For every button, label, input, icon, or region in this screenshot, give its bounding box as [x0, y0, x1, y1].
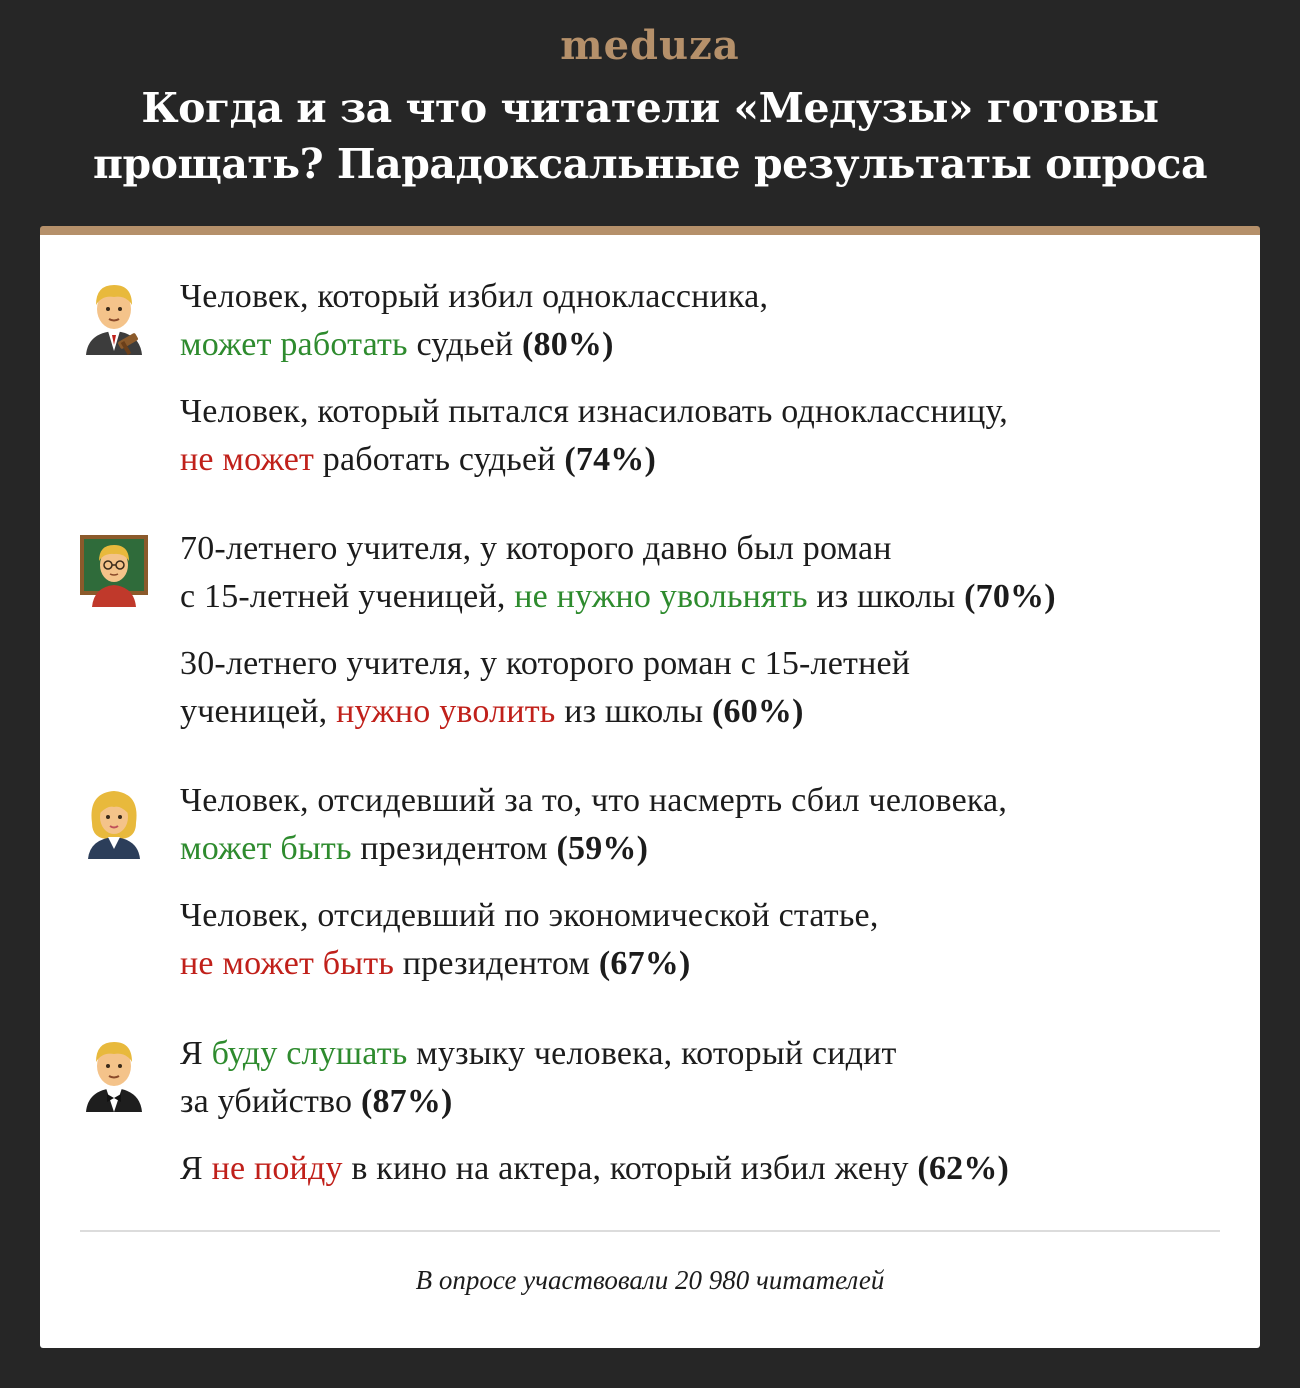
statement-text: в кино на актера, который избил жену — [342, 1150, 918, 1187]
percent-value: (62%) — [917, 1150, 1010, 1187]
statement-text: Я — [180, 1035, 212, 1072]
highlight-negative: не пойду — [211, 1150, 343, 1187]
statement-line: Человек, который избил одноклассника, — [180, 278, 769, 315]
page-title — [30, 80, 1270, 192]
percent-value: (80%) — [521, 326, 614, 363]
statement-line — [180, 1145, 1240, 1193]
statement-line: 70-летнего учителя, у которого давно был роман — [180, 530, 892, 567]
statement-president-economic — [180, 892, 1240, 988]
man-in-tuxedo-emoji-icon — [80, 1036, 148, 1112]
highlight-positive: может быть — [180, 830, 352, 867]
teacher-emoji-icon — [80, 531, 148, 607]
highlight-positive: не нужно увольнять — [514, 578, 808, 615]
statement-line: Человек, отсидевший за то, что насмерть сбил человека, — [180, 782, 1008, 819]
statement-line — [180, 1030, 1240, 1078]
office-worker-woman-emoji-icon — [80, 783, 148, 859]
statement-line: 30-летнего учителя, у которого роман с 15-летней — [180, 645, 911, 682]
percent-value: (87%) — [360, 1083, 453, 1120]
statement-line — [180, 825, 1240, 873]
highlight-negative: не может — [180, 441, 315, 478]
title-line-1: Когда и за что читатели «Медузы» готовы — [141, 84, 1159, 132]
highlight-positive: может работать — [180, 326, 408, 363]
judge-emoji-icon — [80, 279, 148, 355]
statement-teacher-young — [180, 640, 1240, 736]
statement-line — [180, 688, 1240, 736]
statement-teacher-old — [180, 525, 1240, 621]
divider — [80, 1230, 1220, 1232]
meduza-logo: meduza — [560, 22, 740, 69]
statement-line: Человек, который пытался изнасиловать одноклассницу, — [180, 393, 1009, 430]
percent-value: (60%) — [711, 693, 804, 730]
statement-music — [180, 1030, 1240, 1126]
statement-text: судьей — [407, 326, 522, 363]
highlight-positive: буду слушать — [211, 1035, 408, 1072]
statement-text: работать судьей — [314, 441, 565, 478]
title-line-2: прощать? Парадоксальные результаты опроса — [92, 140, 1208, 188]
statement-line — [180, 321, 1240, 369]
statement-text: Я — [180, 1150, 212, 1187]
percent-value: (59%) — [556, 830, 649, 867]
statement-line — [180, 1078, 1240, 1126]
statement-text: президентом — [394, 945, 599, 982]
survey-card — [40, 226, 1260, 1348]
statement-cinema — [180, 1145, 1240, 1193]
statement-judge-assault — [180, 388, 1240, 484]
highlight-negative: не может быть — [180, 945, 395, 982]
statement-text: ученицей, — [180, 693, 337, 730]
percent-value: (70%) — [964, 578, 1056, 615]
statement-line — [180, 436, 1240, 484]
footnote: В опросе участвовали 20 980 читателей — [415, 1265, 885, 1295]
statement-line — [180, 573, 1240, 621]
percent-value: (67%) — [598, 945, 691, 982]
statement-line — [180, 940, 1240, 988]
statement-line: Человек, отсидевший по экономической статье, — [180, 897, 879, 934]
statement-text: из школы — [807, 578, 965, 615]
statement-judge-beat — [180, 273, 1240, 369]
statement-text: музыку человека, который сидит — [407, 1035, 897, 1072]
statement-president-accident — [180, 777, 1240, 873]
statement-text: за убийство — [180, 1083, 361, 1120]
percent-value: (74%) — [564, 441, 657, 478]
statement-text: из школы — [555, 693, 712, 730]
statement-text: президентом — [351, 830, 557, 867]
highlight-negative: нужно уволить — [336, 693, 556, 730]
statement-text: с 15-летней ученицей, — [180, 578, 515, 615]
